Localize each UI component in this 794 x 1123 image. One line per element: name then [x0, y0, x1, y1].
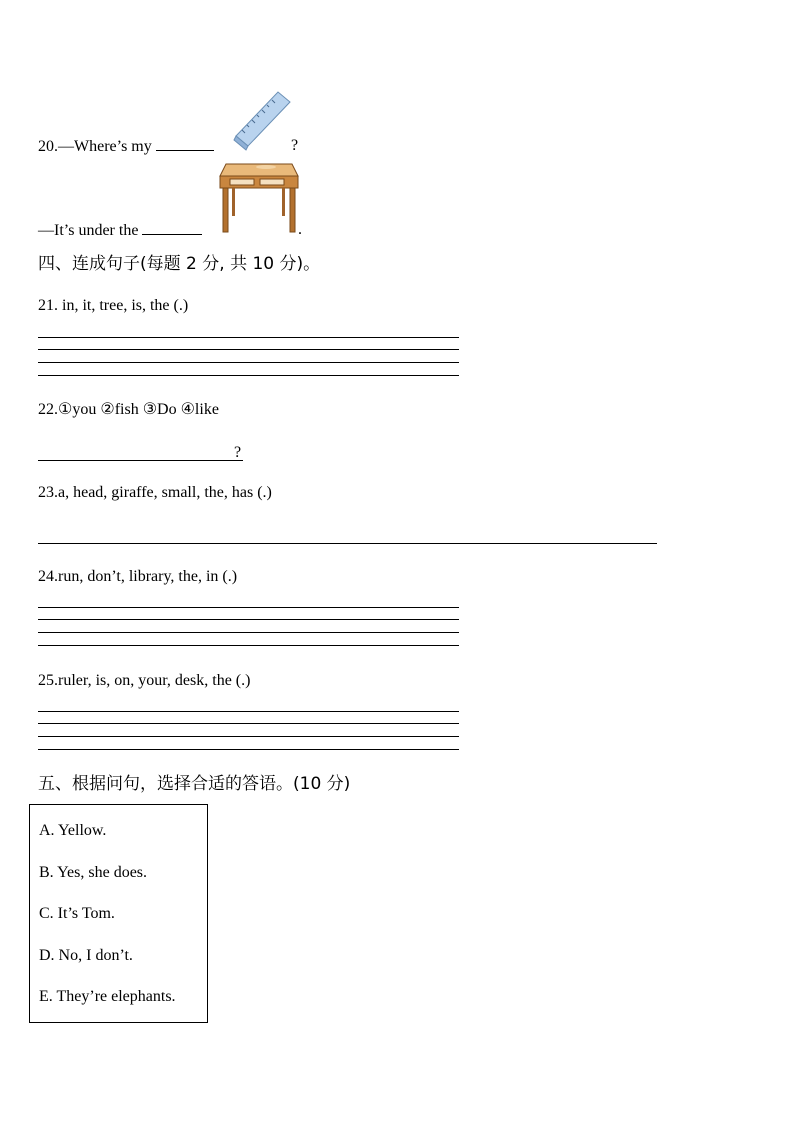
q21-answer-line-1[interactable]: [38, 337, 459, 338]
q25-answer-line-4[interactable]: [38, 749, 459, 750]
q22-prompt: 22.①you ②fish ③Do ④like: [38, 401, 219, 418]
ruler-icon: [232, 90, 294, 152]
q21-answer-line-2[interactable]: [38, 349, 459, 350]
q20-line1-suffix: ?: [291, 137, 299, 154]
q20-line2-prefix: —It’s under the: [38, 222, 139, 239]
answer-options-box: [29, 804, 208, 1023]
q20-blank-1[interactable]: [156, 136, 214, 151]
q21-prompt: 21. in, it, tree, is, the (.): [38, 297, 189, 314]
q20-line1: [38, 136, 214, 157]
q23-prompt: 23.a, head, giraffe, small, the, has (.): [38, 484, 272, 501]
section5-heading: 五、根据问句，选择合适的答语。(10 分): [38, 774, 351, 794]
q24-answer-line-1[interactable]: [38, 607, 459, 608]
q24-prompt: 24.run, don’t, library, the, in (.): [38, 568, 238, 585]
q24-answer-line-4[interactable]: [38, 645, 459, 646]
q25-answer-line-2[interactable]: [38, 723, 459, 724]
q23-answer-line[interactable]: [38, 543, 657, 544]
option-d: D. No, I don’t.: [39, 947, 133, 964]
q25-prompt: 25.ruler, is, on, your, desk, the (.): [38, 672, 251, 689]
q24-answer-line-2[interactable]: [38, 619, 459, 620]
q22-end-mark: ?: [234, 444, 242, 461]
option-a: A. Yellow.: [39, 822, 107, 839]
q21-answer-line-4[interactable]: [38, 375, 459, 376]
q22-answer-line[interactable]: [38, 460, 243, 461]
section4-heading: 四、连成句子(每题 2 分, 共 10 分)。: [38, 254, 321, 274]
option-e: E. They’re elephants.: [39, 988, 176, 1005]
q20-line2: [38, 220, 202, 241]
q20-line1-prefix: 20.—Where’s my: [38, 138, 152, 155]
q24-answer-line-3[interactable]: [38, 632, 459, 633]
desk-icon: [218, 162, 300, 234]
q21-answer-line-3[interactable]: [38, 362, 459, 363]
q25-answer-line-1[interactable]: [38, 711, 459, 712]
q20-line2-suffix: .: [298, 221, 302, 238]
q20-blank-2[interactable]: [142, 220, 202, 235]
q25-answer-line-3[interactable]: [38, 736, 459, 737]
option-c: C. It’s Tom.: [39, 905, 115, 922]
option-b: B. Yes, she does.: [39, 864, 148, 881]
